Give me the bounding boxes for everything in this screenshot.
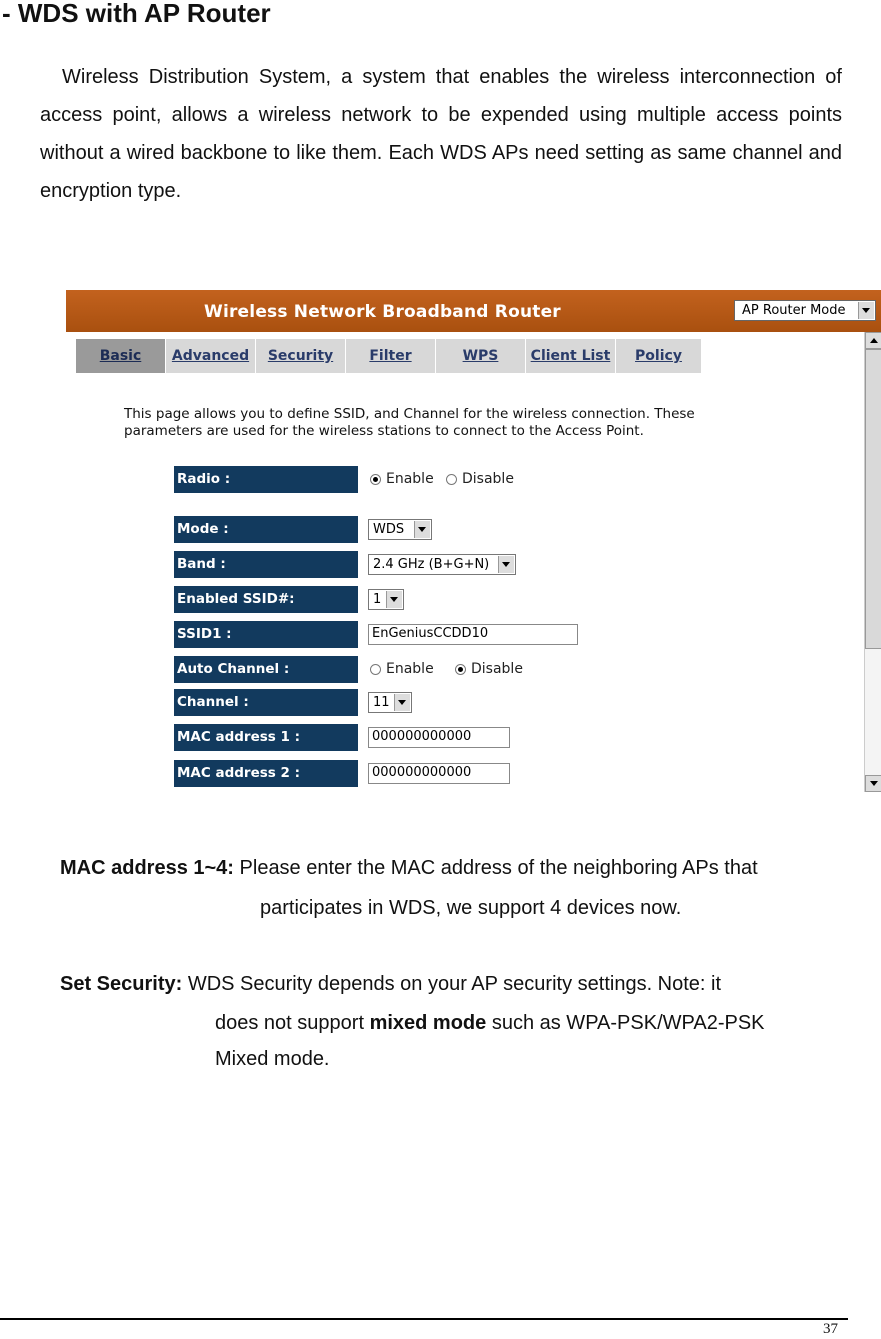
tab-wps[interactable]: WPS <box>436 339 526 373</box>
chevron-down-icon[interactable] <box>858 302 874 319</box>
enabled-ssid-value: 1 <box>373 592 382 607</box>
page-description: This page allows you to define SSID, and Channel for the wireless connection. These parameters are used for the wireless stations to connect to the Access Point. <box>124 406 695 439</box>
router-header <box>66 290 881 332</box>
auto-channel-enable-label: Enable <box>386 661 434 677</box>
mac-address-2-label: MAC address 2 : <box>174 760 358 787</box>
chevron-down-icon[interactable] <box>414 521 430 538</box>
definition-mac-term: MAC address 1~4: <box>60 857 234 879</box>
radio-enable-button[interactable] <box>370 474 381 485</box>
radio-disable-label: Disable <box>462 471 514 487</box>
tab-security[interactable]: Security <box>256 339 346 373</box>
mac-address-1-input[interactable]: 000000000000 <box>368 727 510 748</box>
definition-security-line1 <box>60 964 842 1004</box>
ssid1-input[interactable]: EnGeniusCCDD10 <box>368 624 578 645</box>
mode-dropdown[interactable] <box>368 519 432 540</box>
definition-security-term: Set Security: <box>60 973 183 995</box>
definition-security-text: WDS Security depends on your AP security settings. Note: it <box>187 973 722 995</box>
page-number: 37 <box>823 1321 838 1337</box>
tab-filter[interactable]: Filter <box>346 339 436 373</box>
scroll-thumb[interactable] <box>865 349 881 649</box>
vertical-scrollbar[interactable] <box>864 332 881 792</box>
definition-mac-line2: participates in WDS, we support 4 devices now. <box>260 897 682 919</box>
band-value: 2.4 GHz (B+G+N) <box>373 557 490 572</box>
radio-enable-label: Enable <box>386 471 434 487</box>
definition-mac-text: Please enter the MAC address of the neighboring APs that <box>239 857 758 879</box>
footer-rule <box>0 1318 848 1320</box>
tab-bar <box>76 339 702 373</box>
enabled-ssid-dropdown[interactable] <box>368 589 404 610</box>
tab-basic[interactable]: Basic <box>76 339 166 373</box>
scroll-down-icon[interactable] <box>865 775 881 792</box>
chevron-down-icon[interactable] <box>394 694 410 711</box>
definition-security-mixed-mode: mixed mode <box>369 1012 487 1034</box>
band-dropdown[interactable] <box>368 554 516 575</box>
auto-channel-label: Auto Channel : <box>174 656 358 683</box>
definition-security-line2-pre: does not support <box>215 1012 364 1034</box>
band-label: Band : <box>174 551 358 578</box>
channel-dropdown[interactable] <box>368 692 412 713</box>
chevron-down-icon[interactable] <box>386 591 402 608</box>
router-screenshot <box>58 286 881 796</box>
definition-security-line3: Mixed mode. <box>215 1048 330 1070</box>
definition-security-line2-post: such as WPA-PSK/WPA2-PSK <box>491 1012 765 1034</box>
mode-select[interactable] <box>734 300 876 321</box>
mac-address-1-label: MAC address 1 : <box>174 724 358 751</box>
radio-label: Radio : <box>174 466 358 493</box>
definition-mac-line1 <box>60 848 758 888</box>
tab-client-list[interactable]: Client List <box>526 339 616 373</box>
auto-channel-disable-label: Disable <box>471 661 523 677</box>
mode-value: WDS <box>373 522 405 537</box>
channel-label: Channel : <box>174 689 358 716</box>
auto-channel-disable-button[interactable] <box>455 664 466 675</box>
definition-security-line2 <box>215 1003 765 1043</box>
router-header-title: Wireless Network Broadband Router <box>204 302 561 322</box>
tab-advanced[interactable]: Advanced <box>166 339 256 373</box>
channel-value: 11 <box>373 695 390 710</box>
mode-label: Mode : <box>174 516 358 543</box>
ssid1-label: SSID1 : <box>174 621 358 648</box>
scroll-up-icon[interactable] <box>865 332 881 349</box>
intro-paragraph: Wireless Distribution System, a system that enables the wireless interconnection of access point, allows a wireless network to be expended using multiple access points without a wired backbone to like them. Each WDS APs need setting as same channel and encryption type. <box>40 66 842 202</box>
radio-disable-button[interactable] <box>446 474 457 485</box>
mode-select-value: AP Router Mode <box>742 303 846 318</box>
auto-channel-enable-button[interactable] <box>370 664 381 675</box>
page-title: - WDS with AP Router <box>2 0 271 28</box>
enabled-ssid-label: Enabled SSID#: <box>174 586 358 613</box>
tab-policy[interactable]: Policy <box>616 339 702 373</box>
chevron-down-icon[interactable] <box>498 556 514 573</box>
mac-address-2-input[interactable]: 000000000000 <box>368 763 510 784</box>
